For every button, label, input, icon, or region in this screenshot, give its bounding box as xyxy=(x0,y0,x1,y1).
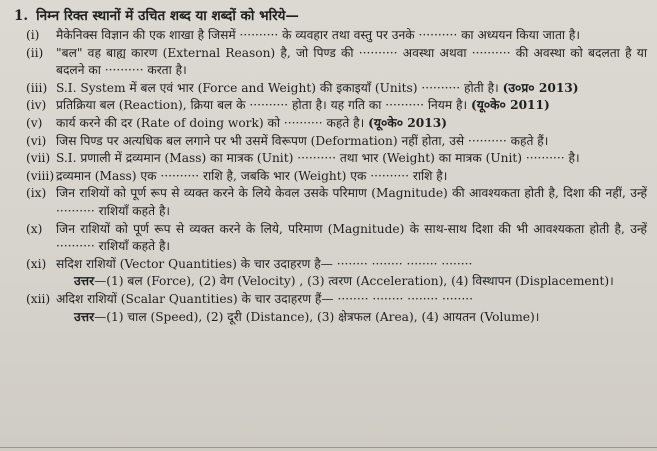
question-item xyxy=(14,291,647,309)
question-label: (ii) xyxy=(26,45,44,60)
heading-number: 1. xyxy=(14,8,29,24)
exam-reference: (उ०प्र० 2013) xyxy=(502,80,579,95)
question-item xyxy=(14,221,647,256)
question-item xyxy=(14,80,647,98)
question-label: (v) xyxy=(26,115,43,130)
question-text: S.I. प्रणाली में द्रव्यमान (Mass) का मात्रक (Unit) ·········· तथा भार (Weight) का मात्रक (Unit) ·········· है। xyxy=(56,151,580,166)
question-text: जिस पिण्ड पर अत्यधिक बल लगाने पर भी उसमें विरूपण (Deformation) नहीं होता, उसे ·········· कहते हैं। xyxy=(56,133,549,148)
question-item xyxy=(14,168,647,186)
answer-line xyxy=(14,273,647,291)
question-label: (iv) xyxy=(26,98,47,113)
question-label: (vii) xyxy=(26,151,51,166)
question-text: जिन राशियों को पूर्ण रूप से व्यक्त करने के लिये केवल उसके परिमाण (Magnitude) की आवश्यकता होती है, दिशा की नहीं, उन्हें ·········· राशियाँ कहते है। xyxy=(56,186,647,218)
question-text: "बल" वह बाह्य कारण (External Reason) है, जो पिण्ड की ·········· अवस्था अथवा ·········· की अवस्था को बदलता है या बदलने का ·········· करता है। xyxy=(56,45,647,78)
question-text: मैकेनिक्स विज्ञान की एक शाखा है जिसमें ·········· के व्यवहार तथा वस्तु पर उनके ·········· का अध्ययन किया जाता है। xyxy=(56,28,581,42)
question-label: (i) xyxy=(26,28,40,42)
question-item xyxy=(14,185,647,220)
question-label: (vi) xyxy=(26,133,47,148)
question-item xyxy=(14,150,647,168)
question-label: (x) xyxy=(26,221,43,236)
question-text: जिन राशियों को पूर्ण रूप से व्यक्त करने के लिये, परिमाण (Magnitude) के साथ-साथ दिशा की भी आवश्यकता होती है, उन्हें ·········· राशियाँ कहते है। xyxy=(56,221,647,254)
question-label: (xi) xyxy=(26,256,47,271)
question-text: सदिश राशियों (Vector Quantities) के चार उदाहरण है— ········ ········ ········ ········ xyxy=(56,256,473,271)
answer-line xyxy=(14,309,647,327)
question-item xyxy=(14,27,647,45)
heading-title: निम्न रिक्त स्थानों में उचित शब्द या शब्दों को भरिये— xyxy=(36,8,299,24)
question-label: (ix) xyxy=(26,186,47,201)
question-item xyxy=(14,133,647,151)
question-item xyxy=(14,45,647,80)
page-divider xyxy=(0,447,657,448)
question-label: (xii) xyxy=(26,291,51,306)
answer-label: उत्तर xyxy=(74,274,95,289)
question-text: S.I. System में बल एवं भार (Force and Weight) की इकाइयाँ (Units) ·········· होती है। xyxy=(56,80,499,95)
question-text: कार्य करने की दर (Rate of doing work) को ·········· कहते है। xyxy=(56,115,365,130)
question-label: (iii) xyxy=(26,80,48,95)
exam-reference: (यू०के० 2011) xyxy=(470,98,550,113)
question-item xyxy=(14,115,647,133)
question-text: द्रव्यमान (Mass) एक ·········· राशि है, जबकि भार (Weight) एक ·········· राशि है। xyxy=(56,168,448,183)
exercise-heading xyxy=(14,6,647,24)
question-label: (viii) xyxy=(26,168,55,183)
exam-reference: (यू०के० 2013) xyxy=(368,115,447,130)
answer-text: —(1) चाल (Speed), (2) दूरी (Distance), (3) क्षेत्रफल (Area), (4) आयतन (Volume)। xyxy=(94,309,540,324)
question-text: अदिश राशियों (Scalar Quantities) के चार उदाहरण हैं— ········ ········ ········ ········ xyxy=(56,291,474,306)
question-text: प्रतिक्रिया बल (Reaction), क्रिया बल के ·········· होता है। यह गति का ·········· नियम है। xyxy=(56,98,468,113)
question-item xyxy=(14,97,647,115)
question-item xyxy=(14,256,647,274)
answer-label: उत्तर xyxy=(74,309,95,324)
answer-text: —(1) बल (Force), (2) वेग (Velocity) , (3) त्वरण (Acceleration), (4) विस्थापन (Displacement)। xyxy=(94,274,614,289)
